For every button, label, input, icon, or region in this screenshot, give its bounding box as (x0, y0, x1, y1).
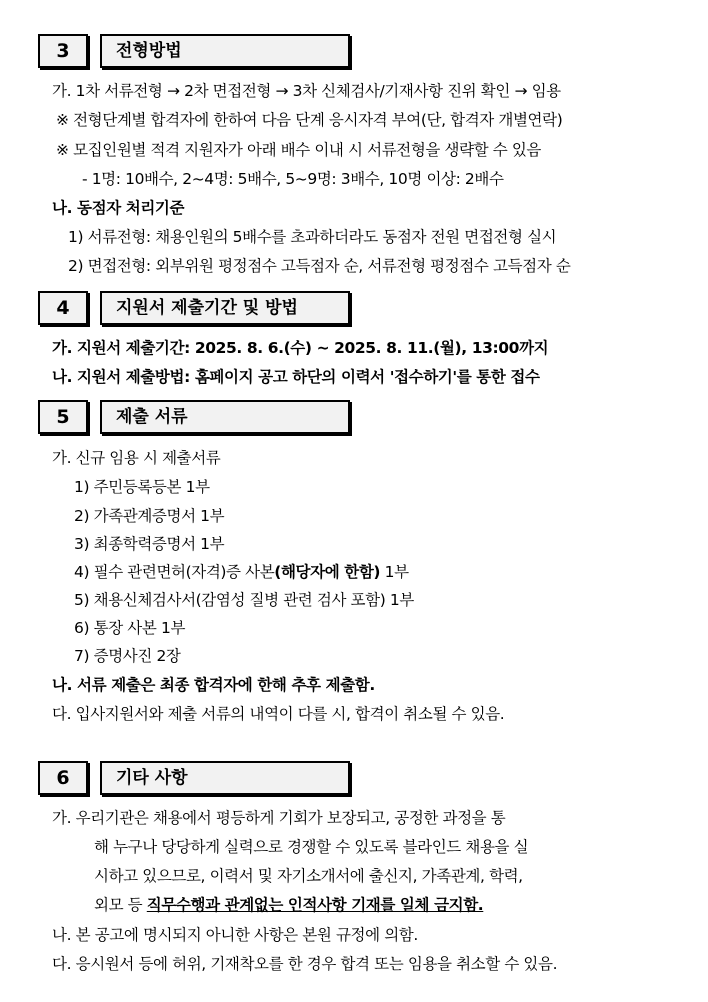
s3-note1: ※ 전형단계별 합격자에 한하여 다음 단계 응시자격 부여(단, 합격자 개별연락) (56, 111, 563, 129)
section-number: 3 (38, 34, 88, 68)
s6-ga-line2: 해 누구나 당당하게 실력으로 경쟁할 수 있도록 블라인드 채용을 실 (94, 838, 529, 856)
s5-item-4-bold: (해당자에 한함) (274, 563, 381, 581)
s6-ga-line1: 가. 우리기관은 채용에서 평등하게 기회가 보장되고, 공정한 과정을 통 (52, 809, 506, 827)
section-number: 5 (38, 400, 88, 434)
s4-ga: 가. 지원서 제출기간: 2025. 8. 6.(수) ~ 2025. 8. 11.(월), 13:00까지 (52, 339, 549, 357)
s6-ga-line4-text: 외모 등 (94, 896, 147, 914)
s3-na: 나. 동점자 처리기준 (52, 199, 185, 217)
s3-note2: ※ 모집인원별 적격 지원자가 아래 배수 이내 시 서류전형을 생략할 수 있음 (56, 141, 542, 159)
s5-item-6: 6) 통장 사본 1부 (74, 619, 186, 637)
section-6-header (0, 761, 708, 801)
s5-item-4-text: 4) 필수 관련면허(자격)증 사본 (74, 563, 275, 581)
s5-na: 나. 서류 제출은 최종 합격자에 한해 추후 제출함. (52, 676, 375, 694)
section-number: 6 (38, 761, 88, 795)
s5-item-3: 3) 최종학력증명서 1부 (74, 535, 225, 553)
section-4-header (0, 291, 708, 331)
s5-da: 다. 입사지원서와 제출 서류의 내역이 다를 시, 합격이 취소될 수 있음. (52, 705, 505, 723)
s5-item-4 (74, 561, 409, 583)
section-title: 제출 서류 (100, 400, 350, 434)
s6-da: 다. 응시원서 등에 허위, 기재착오를 한 경우 합격 또는 임용을 취소할 수 있음. (52, 955, 558, 973)
s6-ga-line3: 시하고 있으므로, 이력서 및 자기소개서에 출신지, 가족관계, 학력, (94, 867, 523, 885)
section-5-header (0, 400, 708, 440)
s6-ga-emphasis: 직무수행과 관계없는 인적사항 기재를 일체 금지함. (146, 896, 484, 914)
s3-ga: 가. 1차 서류전형 → 2차 면접전형 → 3차 신체검사/기재사항 진위 확인 → 임용 (52, 82, 561, 100)
s5-item-2: 2) 가족관계증명서 1부 (74, 507, 225, 525)
section-title: 지원서 제출기간 및 방법 (100, 291, 350, 325)
section-number: 4 (38, 291, 88, 325)
section-title: 기타 사항 (100, 761, 350, 795)
s3-na2: 2) 면접전형: 외부위원 평정점수 고득점자 순, 서류전형 평정점수 고득점자 순 (68, 257, 571, 275)
section-3-header (0, 34, 708, 74)
section-title: 전형방법 (100, 34, 350, 68)
s5-item-5: 5) 채용신체검사서(감염성 질병 관련 검사 포함) 1부 (74, 591, 414, 609)
s5-item-7: 7) 증명사진 2장 (74, 647, 181, 665)
s4-na: 나. 지원서 제출방법: 홈페이지 공고 하단의 이력서 '접수하기'를 통한 접수 (52, 368, 540, 386)
s5-item-4-tail: 1부 (380, 563, 409, 581)
s6-ga-line4 (94, 894, 483, 916)
s5-item-1: 1) 주민등록등본 1부 (74, 478, 210, 496)
s5-ga: 가. 신규 임용 시 제출서류 (52, 449, 221, 467)
s6-na: 나. 본 공고에 명시되지 아니한 사항은 본원 규정에 의함. (52, 926, 418, 944)
s3-na1: 1) 서류전형: 채용인원의 5배수를 초과하더라도 동점자 전원 면접전형 실시 (68, 228, 557, 246)
s3-note3: - 1명: 10배수, 2~4명: 5배수, 5~9명: 3배수, 10명 이상: 2배수 (82, 170, 504, 188)
